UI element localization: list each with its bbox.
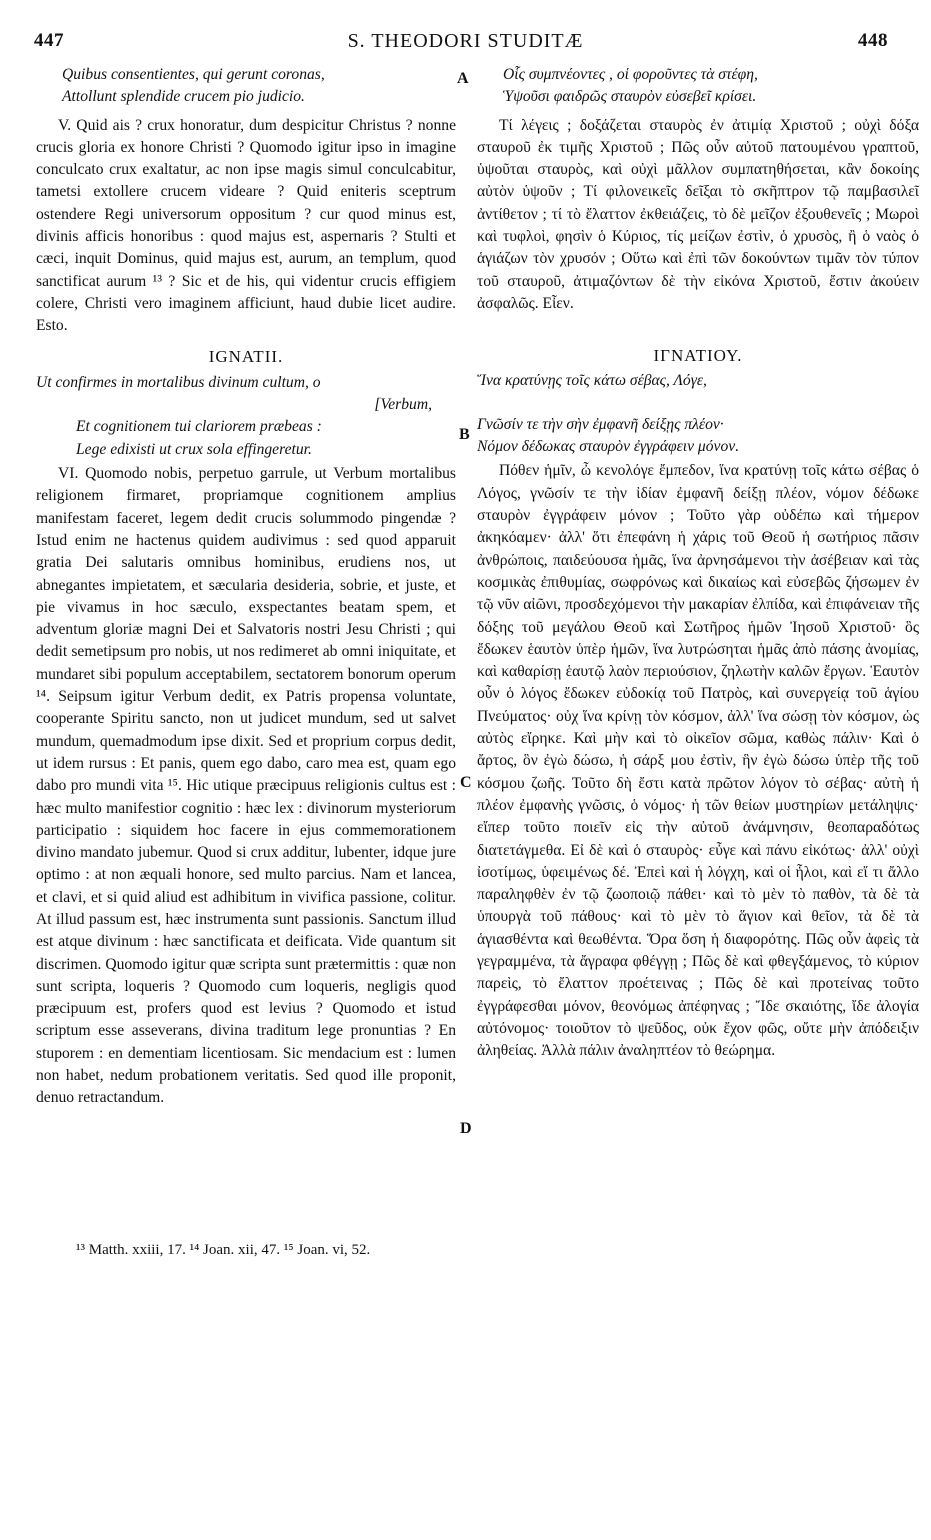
- latin-verse-line: Ut confirmes in mortalibus divinum cultum, o: [36, 373, 321, 391]
- latin-verse-line: Quibus consentientes, qui gerunt coronas,: [62, 66, 325, 83]
- margin-letter-a: A: [457, 70, 469, 87]
- latin-verse-line: [Verbum,: [374, 396, 432, 414]
- latin-section-title: IGNATII.: [208, 346, 284, 366]
- greek-section-title: ΙΓΝΑΤΙΟΥ.: [653, 346, 743, 366]
- latin-paragraph-5: V. Quid ais ? crux honoratur, dum despicitur Christus ? nonne crucis gloria ex honore Christi ? Quomodo igitur ipso in imagine conculcato crux exaltatur, ac non ipse magis simul conculcabitur, tametsi extollere crucem videare ? Quid eniteris sceptrum ostendere Regi universorum oppositum ? cur quod minus est, divinis afficis honoribus : quod majus est, aspernaris ? Stulti et cæci, inquit Dominus, quid majus est, aurum, an templum, quod sanctificat aurum ¹³ ? Sic et de his, qui videntur crucis effigiem colere, Christi vero imaginem afficiunt, haud dubie licet audire. Esto.: [36, 116, 456, 335]
- greek-verse-line: Ὑψοῦσι φαιδρῶς σταυρὸν εὐσεβεῖ κρίσει.: [503, 88, 757, 106]
- latin-column: [36, 64, 456, 1110]
- greek-column: [477, 64, 919, 1062]
- footnotes: ¹³ Matth. xxiii, 17. ¹⁴ Joan. xii, 47. ¹⁵ Joan. vi, 52.: [76, 1242, 371, 1258]
- greek-paragraph-6: Πόθεν ἡμῖν, ὦ κενολόγε ἔμπεδον, ἵνα κρατύνῃ τοῖς κάτω σέβας ὁ Λόγος, γνῶσίν τε τὴν ἰδίαν ἐμφανῆ δείξῃ πλέον, νόμον δέδωκε σταυρὸν ἐγγράφειν μόνον ; Τοῦτο γὰρ οὐδέπω καὶ τήμερον ἀκηκόαμεν· ἀλλ' ὅτι ἐπεφάνη ἡ χάρις τοῦ Θεοῦ ἡ σωτήριος πᾶσιν ἀνθρώποις, παιδεύουσα ἡμᾶς, ἵνα ἀρνησάμενοι τὴν ἀσέβειαν καὶ τὰς κοσμικὰς ἐπιθυμίας, σωφρόνως καὶ δικαίως καὶ εὐσεβῶς ζήσωμεν ἐν τῷ νῦν αἰῶνι, προσδεχόμενοι τὴν μακαρίαν ἐλπίδα, καὶ ἐπιφάνειαν τῆς δόξης τοῦ μεγάλου Θεοῦ καὶ Σωτῆρος ἡμῶν Ἰησοῦ Χριστοῦ· ὃς ἔδωκεν ἑαυτὸν ὑπὲρ ἡμῶν, ἵνα λυτρώσηται ἡμᾶς ἀπὸ πάσης ἀνομίας, καὶ καθαρίσῃ ἑαυτῷ λαὸν περιούσιον, ζηλωτὴν καλῶν ἔργων. Ἑαυτὸν οὖν ὁ λόγος ἔδωκεν εὐδοκίᾳ τοῦ Πατρὸς, καὶ συνεργείᾳ τοῦ ἁγίου Πνεύματος· οὐχ ἵνα κρίνῃ τὸν κόσμον, ἀλλ' ἵνα σώσῃ τὸν κόσμον, ὡς αὐτὸς εἴρηκε. Καὶ μὴν καὶ τὸ οἰκεῖον σῶμα, καθὼς πάλιν· Καὶ ὁ ἄρτος, ὃν ἐγὼ δώσω, ἡ σάρξ μου ἐστὶν, ἣν ἐγὼ δώσω ὑπὲρ τῆς τοῦ κόσμου ζωῆς. Τοῦτο δὴ ἔστι κατὰ πρῶτον λόγον τὸ σέβας· αὐτὴ ἡ πλέον ἐμφανὴς γνῶσις, ὁ νόμος· ἡ τῶν θείων μυστηρίων μετάληψις· εἴπερ τοῦτο ποιεῖν εἰς τὴν αὐτοῦ ἀνάμνησιν, θεοπαραδότως διατετάγμεθα. Εἰ δὲ καὶ ὁ σταυρὸς· εὖγε καὶ πάνυ εἰκότως· ἀλλ' οὐχὶ ἰσοτίμως, ὑφειμένως δέ. Ἐπεὶ καὶ ἡ λόγχη, καὶ οἱ ἧλοι, καὶ εἴ τι ἄλλο παραληφθὲν ἐν τῷ ζωοποιῷ πάθει· καὶ τὸ μὲν τὸ παθὸν, τὰ δὲ τὰ ὑπουργὰ τοῦ πάθους· καὶ τὸ μὲν τὸ ἅγιον καὶ θεῖον, τὰ δὲ τὰ ἁγιασθέντα καὶ θεωθέντα. Ὅρα ὅση ἡ διαφορότης. Πῶς οὖν ἀφεὶς τὰ γεγραμμένα, τὰ ἄγραφα φθέγγῃ ; Πῶς δὲ καὶ φθεγξάμενος, τὸ κύριον παρεὶς, τὸ ἔλαττον προέτεινας ; Πῶς δὲ καὶ προτείνας τοῦτο ἐγγράφεσθαι μόνον, θεονόμως ἀπέφηνας ; Ἴδε σκαιότης, ἴδε ἀλογία αὐτόνομος· τοιοῦτον τὸ ψεῦδος, οὐκ ἔχον φῶς, οὔτε μὴν ἀπόδειξιν ἀληθείας. Ἀλλὰ πάλιν ἀναληπτέον τὸ θεώρημα.: [477, 462, 919, 1060]
- greek-verse-line: Νόμον δέδωκας σταυρὸν ἐγγράφειν μόνον.: [477, 438, 740, 456]
- page-number-left: 447: [34, 30, 64, 51]
- running-title: S. THEODORI STUDITÆ: [347, 30, 584, 52]
- greek-verse-line: Οἷς συμπνέοντες , οἱ φοροῦντες τὰ στέφη,: [503, 66, 758, 83]
- margin-letter-c: C: [460, 774, 472, 791]
- latin-paragraph-6: VI. Quomodo nobis, perpetuo garrule, ut Verbum mortalibus religionem firmaret, propriamque cognitionem amplius manifestam faceret, legem dedit crucis solummodo pingendæ ? Istud enim ne hactenus quidem audivimus : sed quod apparuit gratia Dei salutaris omnibus hominibus, erudiens nos, ut abnegantes impietatem, et sæcularia desideria, sobrie, et juste, et pie vivamus in hoc sæculo, exspectantes beatam spem, et adventum gloriæ magni Dei et Salvatoris nostri Jesu Christi ; qui dedit semetipsum pro nobis, ut nos redimeret ab omni iniquitate, et mundaret sibi populum acceptabilem, sectatorem bonorum operum ¹⁴. Seipsum igitur Verbum dedit, ex Patris propensa voluntate, cooperante Spiritu sancto, non ut judicet mundum, sed ut salvet mundum, quemadmodum ipse dixit. Sed et proprium corpus dedit, ut idem rursus : Et panis, quem ego dabo, caro mea est, quam ego dabo pro mundi vita ¹⁵. Hic utique præcipuus religionis cultus est : hæc multo manifestior cognitio : hæc lex : divinorum mysteriorum participatio : siquidem hoc facere in ejus commemorationem divino mandato jubemur. Quod si crux additur, lubenter, idque jure optimo : at non æquali honore, sed multo parcius. Nam et lancea, et clavi, et si quid aliud est adhibitum in vivifica passione, colitur. At illud passum est, hæc instrumenta sunt passionis. Sanctum illud est atque divinum : hæc sanctificata et deificata. Vide quantum sit discrimen. Quomodo igitur quæ scripta sunt prætermittis : quæ non sunt scripta, loqueris ? Quomodo cum loqueris, negligis quod præcipuum est, profers quod est levius ? Quomodo et istud scriptum esse asseverans, divina traditum lege pronuntias ? En stuporem : en dementiam licentiosam. Sic mendacium est : lumen non habet, nedum probationem veritatis. Sed quod ille proponit, denuo retractandum.: [36, 465, 456, 1107]
- greek-paragraph-5: Τί λέγεις ; δοξάζεται σταυρὸς ἐν ἀτιμίᾳ Χριστοῦ ; οὐχὶ δόξα σταυροῦ ἐκ τιμῆς Χριστοῦ ; Πῶς οὖν αὐτοῦ πατουμένου γραπτοῦ, ὑψοῦται σταυρὸς, καὶ οὐχὶ μᾶλλον συμπατηθήσεται, κἂν δοκοίης αὐτὸν ὑψοῦν ; Τί φιλονεικεῖς δεῖξαι τὸ σκῆπτρον τῷ παμβασιλεῖ ἀντίθετον ; τί τὸ ἔλαττον ἐκθειάζεις, τὸ δὲ μεῖζον ἐξουθενεῖς ; Μωροὶ καὶ τυφλοὶ, φησὶν ὁ Κύριος, τίς μείζων ἐστὶν, ὁ χρυσὸς, ἢ ὁ ναὸς ὁ ἁγιάζων τὸν χρυσόν ; Οὕτω καὶ ἐπὶ τῶν δοκούντων τιμᾶν τὸν τύπον τοῦ σταυροῦ, ἀτιμαζόντων δὲ τὴν εἰκόνα Χριστοῦ, ἔστιν ἀκούειν ἀσφαλῶς. Εἶεν.: [477, 116, 919, 312]
- margin-letter-b: B: [459, 426, 470, 443]
- page-number-right: 448: [858, 30, 888, 51]
- latin-verse-line: Attollunt splendide crucem pio judicio.: [62, 88, 305, 106]
- greek-verse-line: Γνῶσίν τε τὴν σὴν ἐμφανῆ δείξῃς πλέον·: [477, 415, 724, 433]
- latin-verse-line: Lege edixisti ut crux sola effingeretur.: [76, 440, 312, 458]
- latin-verse-line: Et cognitionem tui clariorem præbeas :: [76, 418, 322, 436]
- margin-letter-d: D: [460, 1120, 472, 1137]
- greek-verse-line: Ἵνα κρατύνῃς τοῖς κάτω σέβας, Λόγε,: [477, 371, 707, 389]
